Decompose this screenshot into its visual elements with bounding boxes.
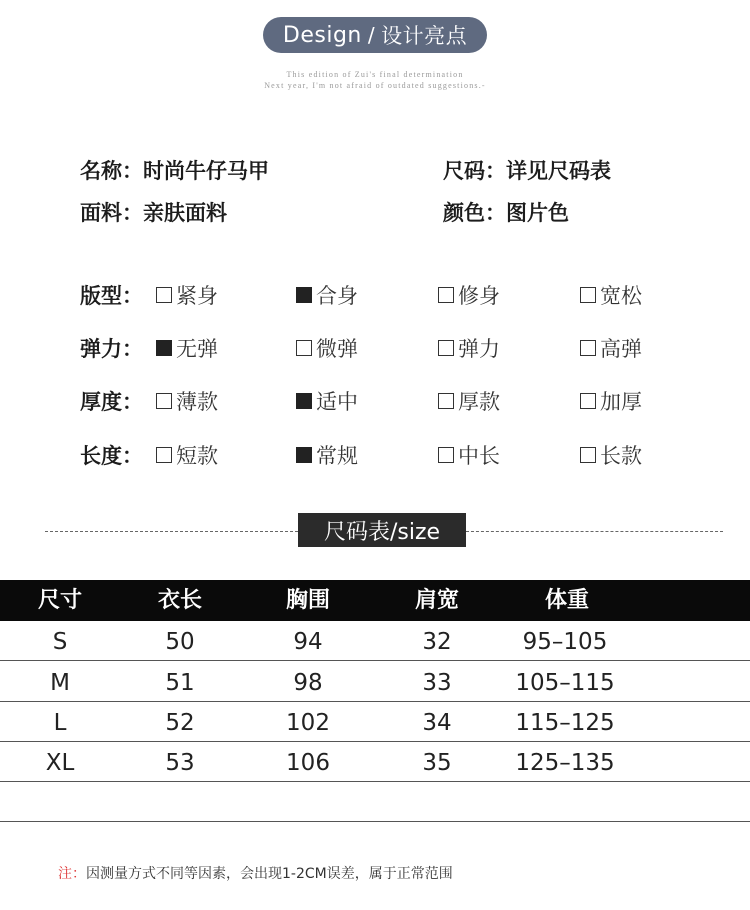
cell-shoulder: 34 <box>422 710 452 736</box>
note-prefix: 注： <box>58 866 86 882</box>
cell-chest: 106 <box>286 750 330 776</box>
header-weight: 体重 <box>544 588 589 613</box>
attribute-label: 厚度： <box>80 390 143 414</box>
size-table-title: 尺码表/size <box>298 513 466 547</box>
dashed-divider-right <box>466 531 723 532</box>
cell-shoulder: 35 <box>422 750 452 776</box>
unchecked-box-icon <box>438 393 454 409</box>
table-row <box>0 702 750 742</box>
cell-chest: 98 <box>293 670 323 696</box>
attribute-option-label: 宽松 <box>600 284 642 308</box>
spec-size: 尺码：详见尺码表 <box>443 159 611 183</box>
attribute-option-label: 弹力 <box>458 337 500 361</box>
attribute-option-label: 无弹 <box>176 337 218 361</box>
cell-length: 52 <box>165 710 195 736</box>
attribute-option-label: 中长 <box>458 444 500 468</box>
cell-length: 53 <box>165 750 195 776</box>
unchecked-box-icon <box>438 287 454 303</box>
tagline-line-2: Next year, I'm not afraid of outdated suggestions.- <box>264 81 486 90</box>
cell-weight: 95–105 <box>522 629 608 655</box>
attribute-option <box>438 440 500 470</box>
table-bottom-line <box>0 821 750 822</box>
attribute-option <box>580 333 642 363</box>
tagline-line-1: This edition of Zui's final determination <box>286 70 464 79</box>
cell-weight: 105–115 <box>515 670 615 696</box>
design-title-separator: / <box>367 23 376 47</box>
cell-weight: 115–125 <box>515 710 615 736</box>
attribute-option <box>156 440 218 470</box>
cell-shoulder: 33 <box>422 670 452 696</box>
note-text: 因测量方式不同等因素，会出现1-2CM误差，属于正常范围 <box>86 866 453 882</box>
unchecked-box-icon <box>438 340 454 356</box>
attribute-option-label: 高弹 <box>600 337 642 361</box>
cell-weight: 125–135 <box>515 750 615 776</box>
attribute-option-label: 适中 <box>316 390 358 414</box>
cell-chest: 94 <box>293 629 323 655</box>
cell-length: 51 <box>165 670 195 696</box>
unchecked-box-icon <box>580 447 596 463</box>
cell-size: S <box>52 629 68 655</box>
attribute-option-label: 加厚 <box>600 390 642 414</box>
table-row <box>0 621 750 661</box>
attribute-option <box>296 386 358 416</box>
checked-box-icon <box>296 447 312 463</box>
unchecked-box-icon <box>156 287 172 303</box>
design-title-cn: 设计亮点 <box>381 24 468 48</box>
attribute-label: 长度： <box>80 444 143 468</box>
attribute-option <box>580 386 642 416</box>
attribute-option <box>156 280 218 310</box>
cell-length: 50 <box>165 629 195 655</box>
checked-box-icon <box>296 393 312 409</box>
table-row <box>0 742 750 782</box>
attribute-option <box>438 280 500 310</box>
attribute-option <box>156 333 218 363</box>
unchecked-box-icon <box>580 393 596 409</box>
attribute-option <box>580 440 642 470</box>
unchecked-box-icon <box>580 340 596 356</box>
header-size: 尺寸 <box>37 588 82 613</box>
attribute-option-label: 微弹 <box>316 337 358 361</box>
dashed-divider-left <box>45 531 298 532</box>
size-table-header <box>0 580 750 621</box>
attribute-option-label: 长款 <box>600 444 642 468</box>
unchecked-box-icon <box>580 287 596 303</box>
table-row <box>0 662 750 702</box>
attribute-option <box>580 280 642 310</box>
design-title-en: Design <box>282 22 362 48</box>
measurement-note <box>58 863 453 883</box>
attribute-option <box>156 386 218 416</box>
cell-size: XL <box>45 750 75 776</box>
attribute-label: 版型： <box>80 284 143 308</box>
cell-size: L <box>53 710 67 736</box>
header-shoulder: 肩宽 <box>414 588 459 613</box>
unchecked-box-icon <box>296 340 312 356</box>
attribute-option-label: 薄款 <box>176 390 218 414</box>
header-chest: 胸围 <box>285 588 330 613</box>
unchecked-box-icon <box>156 393 172 409</box>
attribute-option-label: 合身 <box>316 284 358 308</box>
attribute-option-label: 常规 <box>316 444 358 468</box>
attribute-label: 弹力： <box>80 337 143 361</box>
spec-name: 名称：时尚牛仔马甲 <box>80 159 269 183</box>
attribute-option-label: 短款 <box>176 444 218 468</box>
attribute-option <box>438 386 500 416</box>
cell-shoulder: 32 <box>422 629 452 655</box>
header-length: 衣长 <box>157 588 202 613</box>
spec-color: 颜色：图片色 <box>443 201 569 225</box>
attribute-option <box>296 280 358 310</box>
checked-box-icon <box>156 340 172 356</box>
attribute-option <box>296 333 358 363</box>
unchecked-box-icon <box>438 447 454 463</box>
checked-box-icon <box>296 287 312 303</box>
attribute-option-label: 修身 <box>458 284 500 308</box>
attribute-option <box>438 333 500 363</box>
cell-chest: 102 <box>286 710 330 736</box>
attribute-option <box>296 440 358 470</box>
attribute-option-label: 厚款 <box>458 390 500 414</box>
unchecked-box-icon <box>156 447 172 463</box>
cell-size: M <box>50 670 70 696</box>
design-title-pill <box>263 17 487 53</box>
spec-fabric: 面料：亲肤面料 <box>80 201 227 225</box>
attribute-option-label: 紧身 <box>176 284 218 308</box>
